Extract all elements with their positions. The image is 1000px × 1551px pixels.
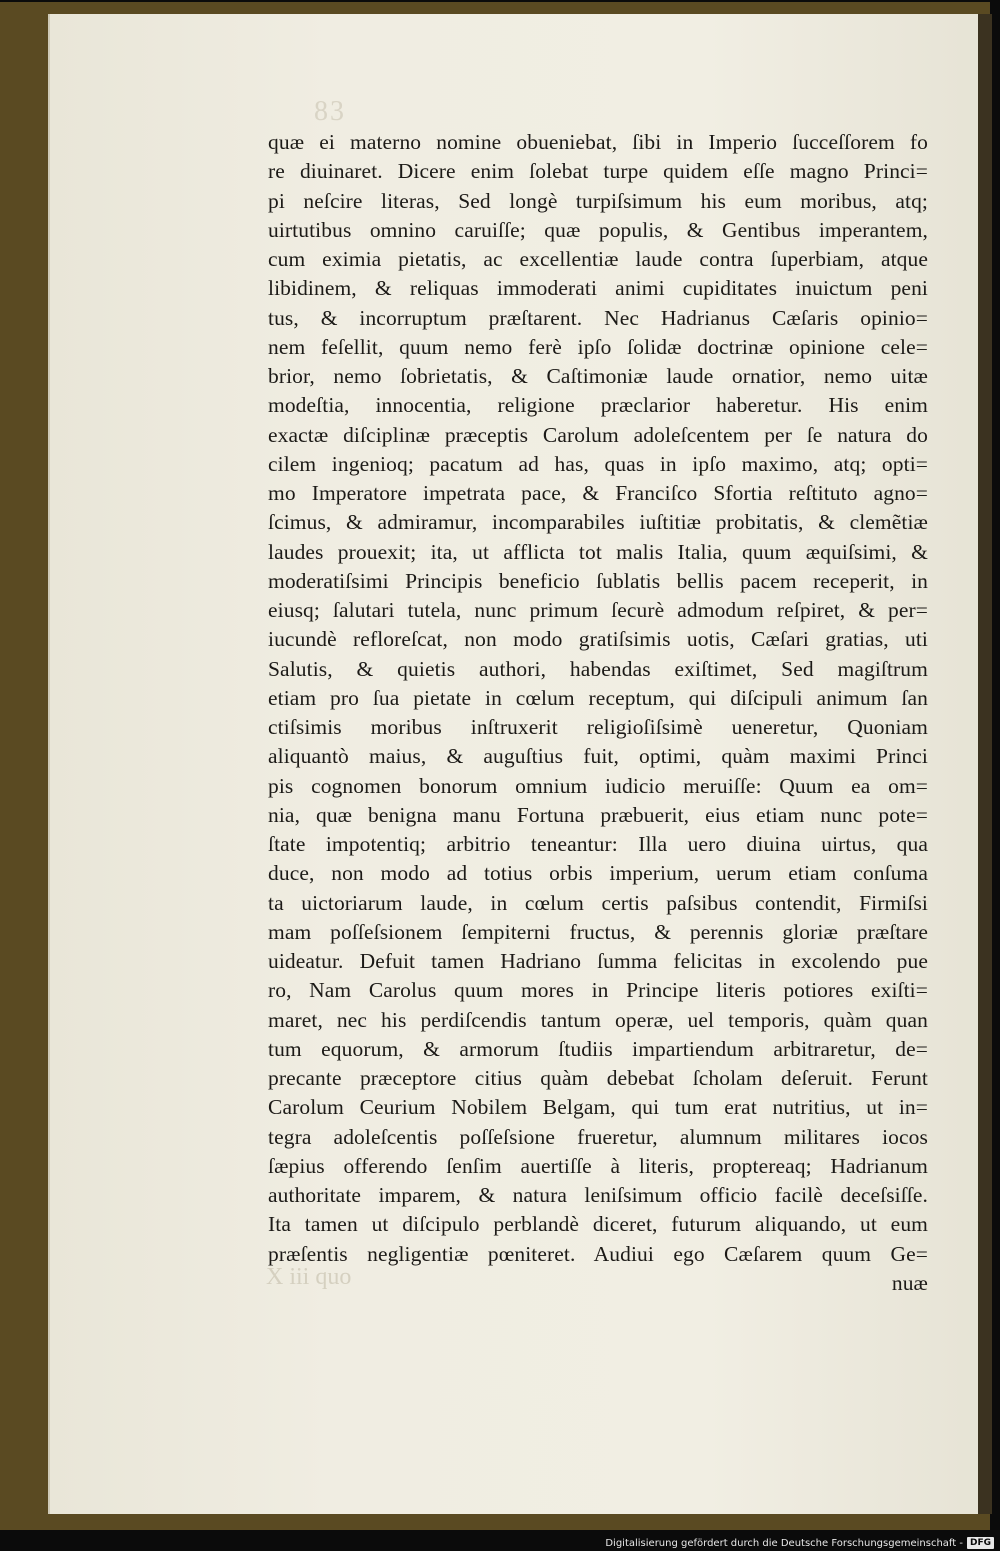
text-line: Carolum Ceurium Nobilem Belgam, qui tum erat nutritius, ut in= [268,1095,928,1120]
text-line: cum eximia pietatis, ac excellentiæ laude contra ſuperbiam, atque [268,247,928,271]
text-line: nia, quæ benigna manu Fortuna præbuerit, eius etiam nunc pote= [268,802,928,827]
text-line: uideatur. Defuit tamen Hadriano ſumma felicitas in excolendo pue [268,949,928,973]
text-line: brior, nemo ſobrietatis, & Caſtimoniæ laude ornatior, nemo uitæ [268,364,928,388]
text-line: re diuinaret. Dicere enim ſolebat turpe quidem eſſe magno Princi= [268,159,928,184]
text-line: tus, & incorruptum præſtarent. Nec Hadrianus Cæſaris opinio= [268,305,928,330]
text-line: quæ ei materno nomine obueniebat, ſibi in Imperio ſucceſſorem fo [268,130,928,154]
text-line: maret, nec his perdiſcendis tantum operæ, uel temporis, quàm quan [268,1007,928,1032]
text-line: Ita tamen ut diſcipulo perblandè diceret, futurum aliquando, ut eum [268,1212,928,1237]
text-line: duce, non modo ad totius orbis imperium, uerum etiam conſuma [268,861,928,886]
page-text [268,128,928,1298]
text-line: præſentis negligentiæ pœniteret. Audiui ego Cæſarem quum Ge= [268,1241,928,1266]
text-line: moderatiſsimi Principis beneficio ſublatis bellis pacem receperit, in [268,568,928,593]
text-line: iucundè refloreſcat, non modo gratiſsimis uotis, Cæſari gratias, uti [268,627,928,652]
text-line: ctiſsimis moribus inſtruxerit religioſiſsimè ueneretur, Quoniam [268,715,928,739]
text-line: Salutis, & quietis authori, habendas exiſtimet, Sed magiſtrum [268,656,928,681]
text-line: nuæ [891,1270,928,1295]
text-line: mo Imperatore impetrata pace, & Franciſco Sfortia reſtituto agno= [268,481,928,505]
text-line: tum equorum, & armorum ſtudiis impartiendum arbitraretur, de= [268,1036,928,1061]
page-edge [978,14,992,1514]
show-through-signature: X iii quo [266,1264,352,1290]
text-line: authoritate imparem, & natura leniſsimum officio facilè deceſsiſſe. [268,1183,928,1207]
text-line: ro, Nam Carolus quum mores in Principe literis potiores exiſti= [268,978,928,1003]
text-line: tegra adoleſcentis poſſeſsione frueretur, alumnum militares iocos [268,1124,928,1149]
show-through-page-number: 83 [314,96,346,127]
text-line: pi neſcire literas, Sed longè turpiſsimum his eum moribus, atq; [268,188,928,213]
text-line: eiusq; ſalutari tutela, nunc primum ſecurè admodum reſpiret, & per= [268,598,928,622]
digitization-credit [605,1536,994,1550]
text-line: modeſtia, innocentia, religione præclarior haberetur. His enim [268,393,928,418]
text-line: ſæpius offerendo ſenſim auertiſſe à literis, proptereaq; Hadrianum [268,1153,928,1178]
text-line: aliquantò maius, & auguſtius fuit, optimi, quàm maximi Princi [268,744,928,769]
text-line: ta uictoriarum laude, in cœlum certis paſsibus contendit, Firmiſsi [268,890,928,915]
text-line: pis cognomen bonorum omnium iudicio meruiſſe: Quum ea om= [268,773,928,798]
text-line: ſcimus, & admiramur, incomparabiles iuſtitiæ probitatis, & clemẽtiæ [268,510,928,535]
text-line: exactæ diſciplinæ præceptis Carolum adoleſcentem per ſe natura do [268,422,928,447]
text-line: nem feſellit, quum nemo ferè ipſo ſolidæ doctrinæ opinione cele= [268,334,928,359]
text-line: ſtate impotentiq; arbitrio teneantur: Illa uero diuina uirtus, qua [268,832,928,856]
text-line: cilem ingenioq; pacatum ad has, quas in ipſo maximo, atq; opti= [268,451,928,476]
text-line: etiam pro ſua pietate in cœlum receptum, qui diſcipuli animum ſan [268,685,928,710]
text-line: libidinem, & reliquas immoderati animi cupiditates inuictum peni [268,276,928,301]
text-line: precante præceptore citius quàm debebat ſcholam deſeruit. Ferunt [268,1066,928,1090]
text-line: laudes prouexit; ita, ut afflicta tot malis Italia, quum æquiſsimi, & [268,539,928,564]
credit-text: Digitalisierung gefördert durch die Deutsche Forschungsgemeinschaft - [605,1537,963,1549]
dfg-logo: DFG [967,1537,994,1549]
text-line: uirtutibus omnino caruiſſe; quæ populis, & Gentibus imperantem, [268,217,928,242]
text-line: mam poſſeſsionem ſempiterni fructus, & perennis gloriæ præſtare [268,919,928,944]
